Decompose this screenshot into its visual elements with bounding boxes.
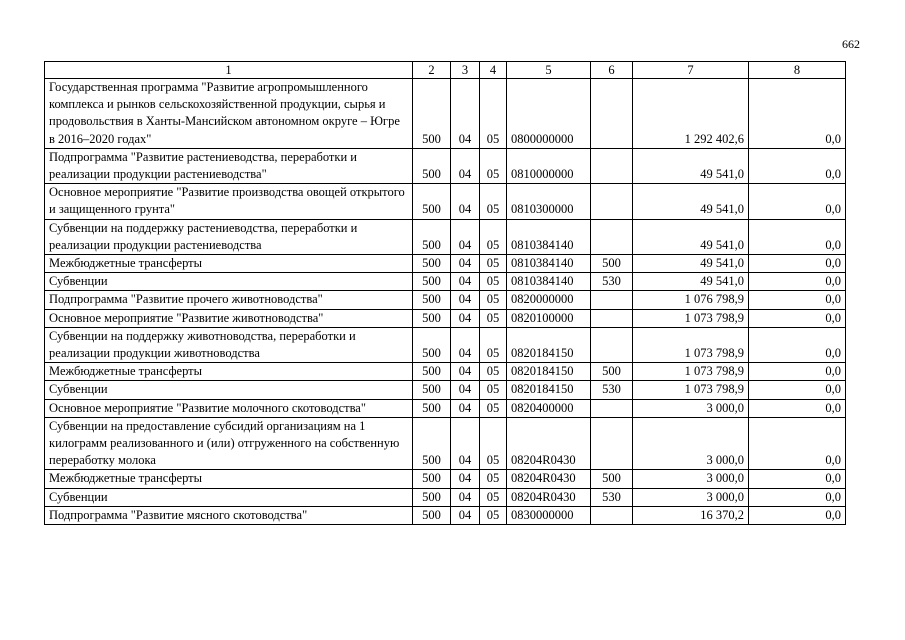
code-cell <box>591 79 633 149</box>
amount-cell: 0,0 <box>749 291 846 309</box>
code-cell: 500 <box>413 363 451 381</box>
code-cell: 500 <box>413 79 451 149</box>
code-cell <box>591 327 633 362</box>
code-cell: 0820184150 <box>507 381 591 399</box>
table-row <box>45 381 846 399</box>
code-cell: 500 <box>413 488 451 506</box>
code-cell: 04 <box>451 470 480 488</box>
code-cell: 04 <box>451 291 480 309</box>
item-name-cell: Государственная программа "Развитие агропромышленного комплекса и рынков сельскохозяйственной продукции, сырья и продовольствия в Ханты-Мансийском автономном округе – Югре в 2016–2020 годах" <box>45 79 413 149</box>
column-header: 5 <box>507 62 591 79</box>
table-row <box>45 291 846 309</box>
code-cell: 05 <box>480 184 507 219</box>
item-name-cell: Межбюджетные трансферты <box>45 255 413 273</box>
table-row <box>45 184 846 219</box>
amount-cell: 49 541,0 <box>633 219 749 254</box>
code-cell: 04 <box>451 506 480 524</box>
code-cell: 500 <box>413 184 451 219</box>
code-cell: 0810300000 <box>507 184 591 219</box>
amount-cell: 49 541,0 <box>633 255 749 273</box>
code-cell: 04 <box>451 273 480 291</box>
table-row <box>45 506 846 524</box>
amount-cell: 1 076 798,9 <box>633 291 749 309</box>
amount-cell: 49 541,0 <box>633 273 749 291</box>
item-name-cell: Субвенции на поддержку животноводства, переработки и реализации продукции животноводства <box>45 327 413 362</box>
code-cell: 05 <box>480 255 507 273</box>
code-cell <box>591 417 633 470</box>
code-cell: 0830000000 <box>507 506 591 524</box>
code-cell: 0820000000 <box>507 291 591 309</box>
amount-cell: 0,0 <box>749 363 846 381</box>
code-cell: 530 <box>591 488 633 506</box>
budget-table <box>44 61 846 525</box>
table-row <box>45 79 846 149</box>
code-cell: 0820184150 <box>507 327 591 362</box>
code-cell: 500 <box>591 470 633 488</box>
amount-cell: 49 541,0 <box>633 184 749 219</box>
amount-cell: 0,0 <box>749 381 846 399</box>
table-row <box>45 327 846 362</box>
code-cell: 05 <box>480 327 507 362</box>
code-cell <box>591 506 633 524</box>
amount-cell: 0,0 <box>749 255 846 273</box>
code-cell: 0820400000 <box>507 399 591 417</box>
code-cell: 500 <box>413 470 451 488</box>
amount-cell: 0,0 <box>749 399 846 417</box>
header-row <box>45 62 846 79</box>
code-cell: 500 <box>413 291 451 309</box>
item-name-cell: Подпрограмма "Развитие мясного скотоводства" <box>45 506 413 524</box>
code-cell <box>591 219 633 254</box>
code-cell: 530 <box>591 273 633 291</box>
amount-cell: 3 000,0 <box>633 470 749 488</box>
code-cell: 0820184150 <box>507 363 591 381</box>
code-cell: 04 <box>451 184 480 219</box>
code-cell: 500 <box>413 309 451 327</box>
code-cell <box>591 309 633 327</box>
column-header: 2 <box>413 62 451 79</box>
amount-cell: 0,0 <box>749 219 846 254</box>
code-cell: 500 <box>413 148 451 183</box>
page-number: 662 <box>842 37 860 51</box>
item-name-cell: Подпрограмма "Развитие прочего животноводства" <box>45 291 413 309</box>
column-header: 7 <box>633 62 749 79</box>
item-name-cell: Основное мероприятие "Развитие молочного скотоводства" <box>45 399 413 417</box>
code-cell: 500 <box>413 327 451 362</box>
amount-cell: 3 000,0 <box>633 488 749 506</box>
item-name-cell: Субвенции <box>45 488 413 506</box>
code-cell: 04 <box>451 79 480 149</box>
item-name-cell: Межбюджетные трансферты <box>45 363 413 381</box>
item-name-cell: Субвенции <box>45 273 413 291</box>
amount-cell: 0,0 <box>749 417 846 470</box>
table-row <box>45 219 846 254</box>
code-cell: 04 <box>451 148 480 183</box>
item-name-cell: Субвенции <box>45 381 413 399</box>
item-name-cell: Межбюджетные трансферты <box>45 470 413 488</box>
amount-cell: 1 073 798,9 <box>633 381 749 399</box>
amount-cell: 49 541,0 <box>633 148 749 183</box>
code-cell: 05 <box>480 381 507 399</box>
code-cell <box>591 148 633 183</box>
code-cell: 08204R0430 <box>507 470 591 488</box>
table-row <box>45 417 846 470</box>
amount-cell: 0,0 <box>749 470 846 488</box>
code-cell: 500 <box>413 219 451 254</box>
amount-cell: 0,0 <box>749 184 846 219</box>
table-row <box>45 309 846 327</box>
code-cell: 500 <box>413 399 451 417</box>
code-cell: 05 <box>480 79 507 149</box>
amount-cell: 1 073 798,9 <box>633 309 749 327</box>
code-cell <box>591 291 633 309</box>
code-cell: 05 <box>480 219 507 254</box>
code-cell: 05 <box>480 399 507 417</box>
code-cell: 500 <box>591 255 633 273</box>
code-cell: 04 <box>451 363 480 381</box>
code-cell: 500 <box>413 273 451 291</box>
column-header: 3 <box>451 62 480 79</box>
amount-cell: 3 000,0 <box>633 399 749 417</box>
table-row <box>45 363 846 381</box>
code-cell: 05 <box>480 273 507 291</box>
table-row <box>45 470 846 488</box>
code-cell: 04 <box>451 309 480 327</box>
code-cell: 0810384140 <box>507 219 591 254</box>
code-cell: 530 <box>591 381 633 399</box>
table-row <box>45 399 846 417</box>
item-name-cell: Основное мероприятие "Развитие производства овощей открытого и защищенного грунта" <box>45 184 413 219</box>
column-header: 6 <box>591 62 633 79</box>
code-cell: 0810000000 <box>507 148 591 183</box>
code-cell: 500 <box>413 255 451 273</box>
code-cell: 05 <box>480 506 507 524</box>
code-cell: 04 <box>451 417 480 470</box>
amount-cell: 1 073 798,9 <box>633 327 749 362</box>
code-cell: 04 <box>451 219 480 254</box>
code-cell: 04 <box>451 399 480 417</box>
code-cell: 500 <box>413 506 451 524</box>
item-name-cell: Основное мероприятие "Развитие животноводства" <box>45 309 413 327</box>
table-row <box>45 148 846 183</box>
table-body <box>45 79 846 525</box>
amount-cell: 3 000,0 <box>633 417 749 470</box>
amount-cell: 0,0 <box>749 79 846 149</box>
amount-cell: 1 292 402,6 <box>633 79 749 149</box>
code-cell: 0810384140 <box>507 273 591 291</box>
table-row <box>45 273 846 291</box>
code-cell: 0810384140 <box>507 255 591 273</box>
amount-cell: 0,0 <box>749 273 846 291</box>
code-cell: 08204R0430 <box>507 488 591 506</box>
table-row <box>45 488 846 506</box>
code-cell: 04 <box>451 255 480 273</box>
code-cell: 0800000000 <box>507 79 591 149</box>
amount-cell: 0,0 <box>749 327 846 362</box>
code-cell <box>591 184 633 219</box>
code-cell: 05 <box>480 363 507 381</box>
item-name-cell: Субвенции на предоставление субсидий организациям на 1 килограмм реализованного и (или) отгруженного на собственную переработку молока <box>45 417 413 470</box>
code-cell: 05 <box>480 148 507 183</box>
amount-cell: 0,0 <box>749 309 846 327</box>
code-cell: 04 <box>451 381 480 399</box>
code-cell: 500 <box>591 363 633 381</box>
code-cell: 05 <box>480 291 507 309</box>
code-cell: 08204R0430 <box>507 417 591 470</box>
code-cell: 05 <box>480 309 507 327</box>
code-cell: 500 <box>413 417 451 470</box>
table-row <box>45 255 846 273</box>
code-cell <box>591 399 633 417</box>
code-cell: 05 <box>480 470 507 488</box>
amount-cell: 0,0 <box>749 148 846 183</box>
code-cell: 0820100000 <box>507 309 591 327</box>
amount-cell: 0,0 <box>749 488 846 506</box>
column-header: 4 <box>480 62 507 79</box>
amount-cell: 0,0 <box>749 506 846 524</box>
column-header: 1 <box>45 62 413 79</box>
code-cell: 05 <box>480 488 507 506</box>
item-name-cell: Подпрограмма "Развитие растениеводства, переработки и реализации продукции растениеводства" <box>45 148 413 183</box>
code-cell: 04 <box>451 488 480 506</box>
code-cell: 05 <box>480 417 507 470</box>
amount-cell: 16 370,2 <box>633 506 749 524</box>
column-header: 8 <box>749 62 846 79</box>
code-cell: 04 <box>451 327 480 362</box>
code-cell: 500 <box>413 381 451 399</box>
amount-cell: 1 073 798,9 <box>633 363 749 381</box>
item-name-cell: Субвенции на поддержку растениеводства, переработки и реализации продукции растениеводства <box>45 219 413 254</box>
